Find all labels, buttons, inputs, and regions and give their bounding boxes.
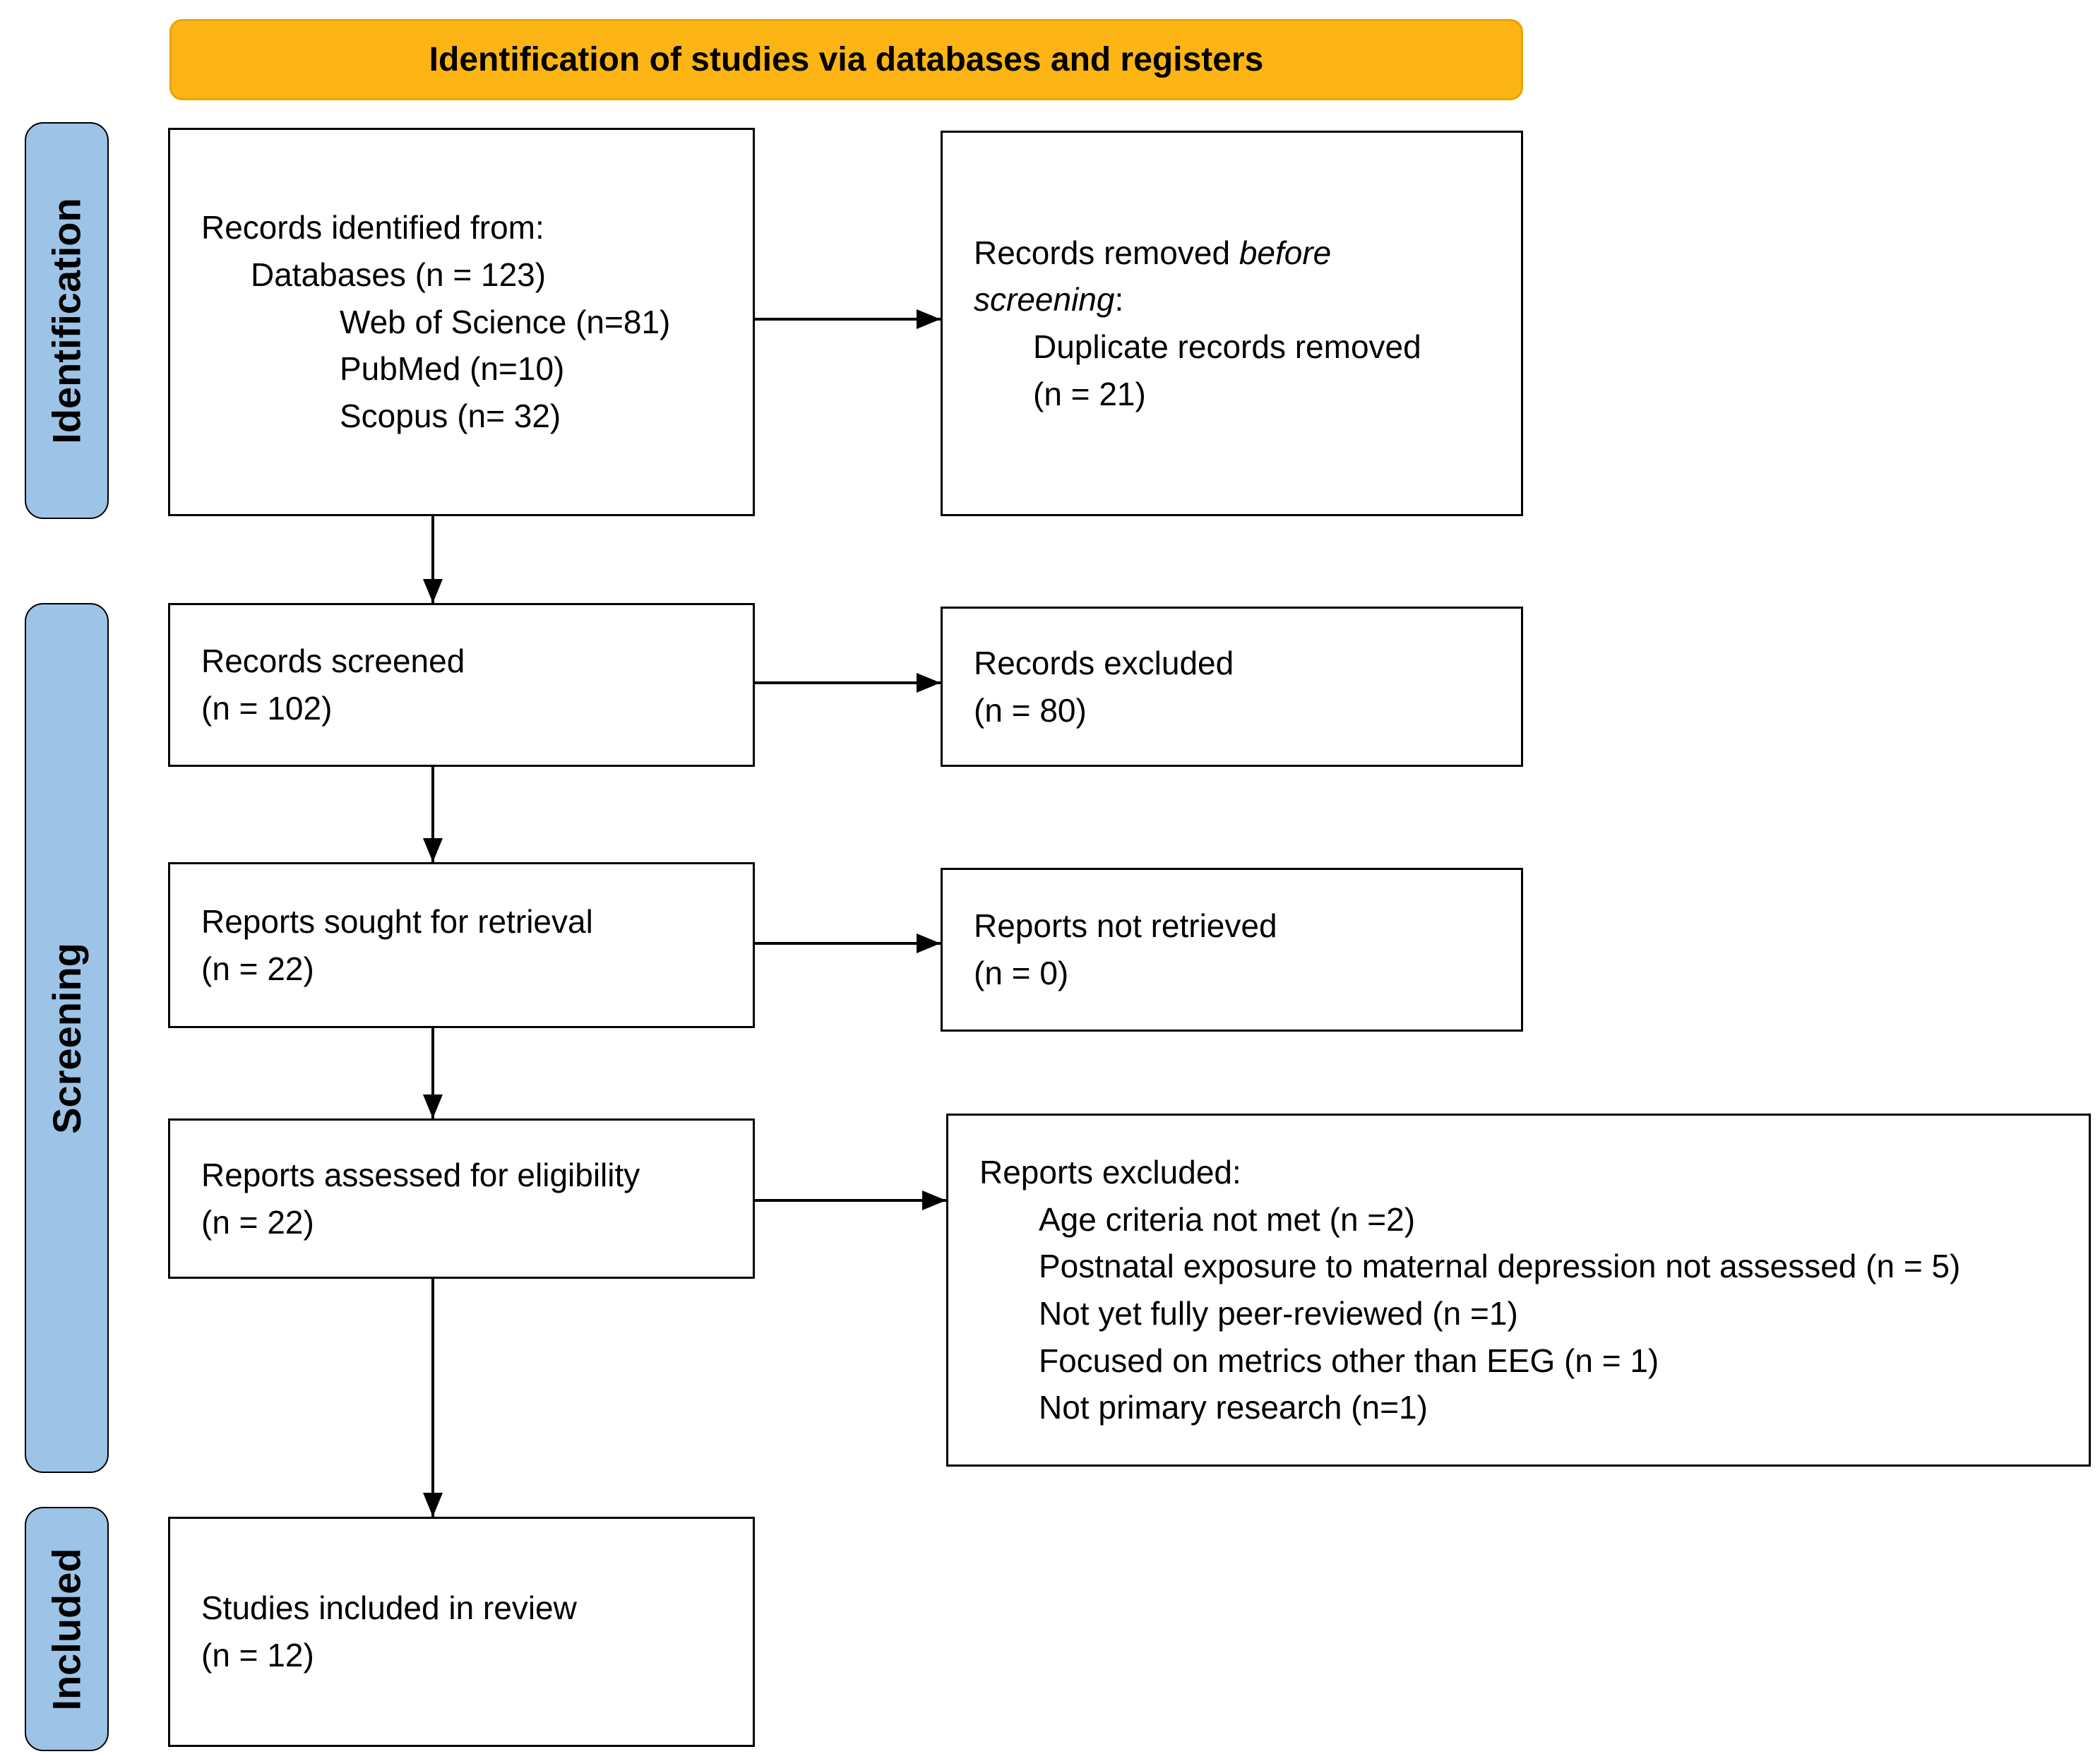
text-line: (n = 22) <box>201 1203 314 1241</box>
side-label-screening-text: Screening <box>44 942 90 1134</box>
text-segment-italic: screening <box>974 281 1115 318</box>
side-label-screening <box>25 603 109 1473</box>
side-label-identification-text: Identification <box>44 197 90 444</box>
text-line: Not yet fully peer-reviewed (n =1) <box>1039 1295 1518 1332</box>
text-line: Reports not retrieved <box>974 907 1277 945</box>
box-reports-excluded <box>946 1114 2091 1467</box>
text-line: Reports assessed for eligibility <box>201 1156 640 1193</box>
text-line: Web of Science (n=81) <box>340 303 671 340</box>
text-line: (n = 12) <box>201 1637 314 1674</box>
text-line: Reports excluded: <box>979 1153 1241 1191</box>
box-reports-assessed <box>168 1118 755 1279</box>
banner-title: Identification of studies via databases and registers <box>169 19 1523 100</box>
text-line: Records identified from: <box>201 209 544 246</box>
text-line: Scopus (n= 32) <box>340 398 561 435</box>
text-line <box>974 229 1490 277</box>
text-line: (n = 0) <box>974 955 1069 991</box>
text-line <box>974 276 1490 323</box>
text-line: Focused on metrics other than EEG (n = 1) <box>1039 1342 1659 1379</box>
side-label-included-text: Included <box>44 1547 90 1711</box>
text-line: Postnatal exposure to maternal depression not assessed (n = 5) <box>1039 1248 1961 1285</box>
box-records-removed <box>941 131 1523 516</box>
text-line: Records excluded <box>974 644 1234 681</box>
text-segment: : <box>1114 281 1124 318</box>
box-records-excluded <box>941 607 1523 767</box>
text-line: (n = 102) <box>201 690 333 727</box>
text-line: Duplicate records removed <box>1033 328 1421 365</box>
box-records-screened <box>168 603 755 767</box>
text-line: Records screened <box>201 643 465 680</box>
side-label-included <box>25 1507 109 1751</box>
text-line: Studies included in review <box>201 1589 577 1627</box>
text-line: (n = 21) <box>1033 375 1146 412</box>
text-line: (n = 22) <box>201 950 314 987</box>
text-line: Not primary research (n=1) <box>1039 1389 1428 1426</box>
text-line: PubMed (n=10) <box>340 350 565 388</box>
text-line: Reports sought for retrieval <box>201 902 593 940</box>
text-segment: Records removed <box>974 234 1239 271</box>
text-line: (n = 80) <box>974 691 1087 729</box>
side-label-identification <box>25 122 109 519</box>
box-reports-sought <box>168 862 755 1028</box>
text-line: Databases (n = 123) <box>251 256 547 293</box>
text-line: Age criteria not met (n =2) <box>1039 1200 1416 1238</box>
box-reports-not-retrieved <box>941 868 1523 1032</box>
box-studies-included <box>168 1517 755 1747</box>
text-segment-italic: before <box>1239 234 1332 271</box>
box-records-identified <box>168 128 755 516</box>
